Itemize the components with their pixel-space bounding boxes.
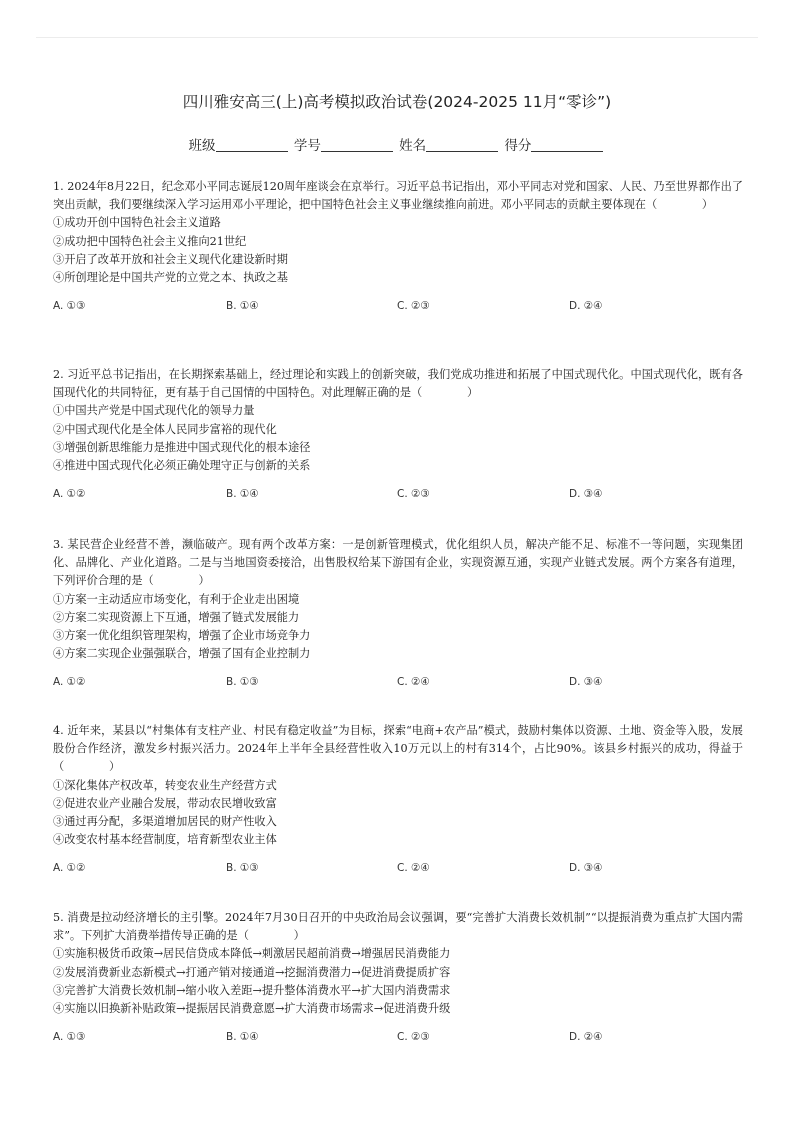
choice-d[interactable]: D. ②④: [569, 300, 603, 313]
statement-3: ③通过再分配，多渠道增加居民的财产性收入: [53, 815, 277, 829]
question-5: [53, 909, 743, 1046]
choice-b[interactable]: B. ①④: [226, 300, 259, 313]
statement-2: ②成功把中国特色社会主义推向21世纪: [53, 234, 247, 248]
statement-2: ②方案二实现资源上下互通，增强了链式发展能力: [53, 610, 300, 624]
choice-b[interactable]: B. ①③: [226, 862, 259, 875]
statement-4: ④所创理论是中国共产党的立党之本、执政之基: [53, 271, 288, 285]
choice-a[interactable]: A. ①③: [53, 300, 86, 313]
choice-d[interactable]: D. ③④: [569, 676, 603, 689]
choice-a[interactable]: A. ①②: [53, 488, 86, 501]
choice-c[interactable]: C. ②④: [397, 676, 430, 689]
statement-4: ④实施以旧换新补贴政策→提振居民消费意愿→扩大消费市场需求→促进消费升级: [53, 1002, 451, 1016]
class-label: 班级: [188, 138, 216, 154]
choice-c[interactable]: C. ②③: [397, 300, 430, 313]
name-label: 姓名: [399, 138, 427, 154]
answer-choices: [53, 673, 743, 691]
statement-3: ③增强创新思维能力是推进中国式现代化的根本途径: [53, 440, 311, 454]
question-3: [53, 536, 743, 691]
choice-d[interactable]: D. ②④: [569, 1031, 603, 1044]
question-stem: 4. 近年来，某县以“村集体有支柱产业、村民有稳定收益”为目标，探索“电商+农产品”模式，鼓励村集体以资源、土地、资金等入股，发展股份合作经济，激发乡村振兴活力。2024年上半年全县经营性收入10万元以上的村有314个，占比90%。该县乡村振兴的成功，得益于（ ）: [53, 724, 743, 774]
question-stem: 5. 消费是拉动经济增长的主引擎。2024年7月30日召开的中央政治局会议强调，要“完善扩大消费长效机制”“以提振消费为重点扩大国内需求”。下列扩大消费举措传导正确的是（ ）: [53, 911, 743, 943]
question-4: [53, 722, 743, 877]
statement-1: ①实施积极货币政策→居民信贷成本降低→刺激居民超前消费→增强居民消费能力: [53, 947, 451, 961]
statement-1: ①方案一主动适应市场变化，有利于企业走出困境: [53, 592, 300, 606]
statement-1: ①深化集体产权改革，转变农业生产经营方式: [53, 778, 277, 792]
choice-d[interactable]: D. ③④: [569, 488, 603, 501]
answer-choices: [53, 297, 743, 315]
choice-b[interactable]: B. ①④: [226, 488, 259, 501]
top-divider: [36, 37, 758, 38]
choice-d[interactable]: D. ③④: [569, 862, 603, 875]
choice-a[interactable]: A. ①②: [53, 862, 86, 875]
question-stem: 1. 2024年8月22日，纪念邓小平同志诞辰120周年座谈会在京举行。习近平总书记指出，邓小平同志对党和国家、人民、乃至世界都作出了突出贡献，我们要继续深入学习运用邓小平理论，把中国特色社会主义事业继续推向前进。邓小平同志的贡献主要体现在（ ）: [53, 180, 743, 212]
statement-2: ②中国式现代化是全体人民同步富裕的现代化: [53, 422, 277, 436]
name-blank[interactable]: [426, 137, 498, 152]
statement-1: ①中国共产党是中国式现代化的领导力量: [53, 404, 255, 418]
statement-3: ③完善扩大消费长效机制→缩小收入差距→提升整体消费水平→扩大国内消费需求: [53, 983, 451, 997]
statement-4: ④推进中国式现代化必须正确处理守正与创新的关系: [53, 459, 311, 473]
choice-c[interactable]: C. ②③: [397, 1031, 430, 1044]
choice-b[interactable]: B. ①④: [226, 1031, 259, 1044]
statement-3: ③方案一优化组织管理架构，增强了企业市场竞争力: [53, 629, 311, 643]
class-blank[interactable]: [216, 137, 288, 152]
student-info-row: [0, 134, 794, 154]
question-stem: 2. 习近平总书记指出，在长期探索基础上，经过理论和实践上的创新突破，我们党成功推进和拓展了中国式现代化。中国式现代化，既有各国现代化的共同特征，更有基于自己国情的中国特色。对此理解正确的是（ ）: [53, 368, 743, 400]
choice-a[interactable]: A. ①②: [53, 676, 86, 689]
question-2: [53, 366, 743, 503]
student-id-blank[interactable]: [321, 137, 393, 152]
question-stem: 3. 某民营企业经营不善，濒临破产。现有两个改革方案：一是创新管理模式，优化组织人员，解决产能不足、标准不一等问题，实现集团化、品牌化、产业化道路。二是与当地国资委接洽，出售股权给某下游国有企业，实现资源互通，实现产业链式发展。两个方案各有道理，下列评价合理的是（ ）: [53, 538, 743, 588]
student-id-label: 学号: [293, 138, 321, 154]
statement-2: ②促进农业产业融合发展，带动农民增收致富: [53, 796, 277, 810]
answer-choices: [53, 1028, 743, 1046]
choice-c[interactable]: C. ②③: [397, 488, 430, 501]
page-title: 四川雅安高三(上)高考模拟政治试卷(2024-2025 11月“零诊”): [182, 93, 612, 111]
answer-choices: [53, 485, 743, 503]
choice-b[interactable]: B. ①③: [226, 676, 259, 689]
choice-c[interactable]: C. ②④: [397, 862, 430, 875]
statement-2: ②发展消费新业态新模式→打通产销对接通道→挖掘消费潜力→促进消费提质扩容: [53, 965, 451, 979]
score-label: 得分: [504, 138, 532, 154]
score-blank[interactable]: [531, 137, 603, 152]
answer-choices: [53, 859, 743, 877]
statement-4: ④方案二实现企业强强联合，增强了国有企业控制力: [53, 647, 311, 661]
choice-a[interactable]: A. ①③: [53, 1031, 86, 1044]
statement-3: ③开启了改革开放和社会主义现代化建设新时期: [53, 252, 288, 266]
statement-4: ④改变农村基本经营制度，培育新型农业主体: [53, 833, 277, 847]
statement-1: ①成功开创中国特色社会主义道路: [53, 216, 221, 230]
question-1: [53, 178, 743, 315]
